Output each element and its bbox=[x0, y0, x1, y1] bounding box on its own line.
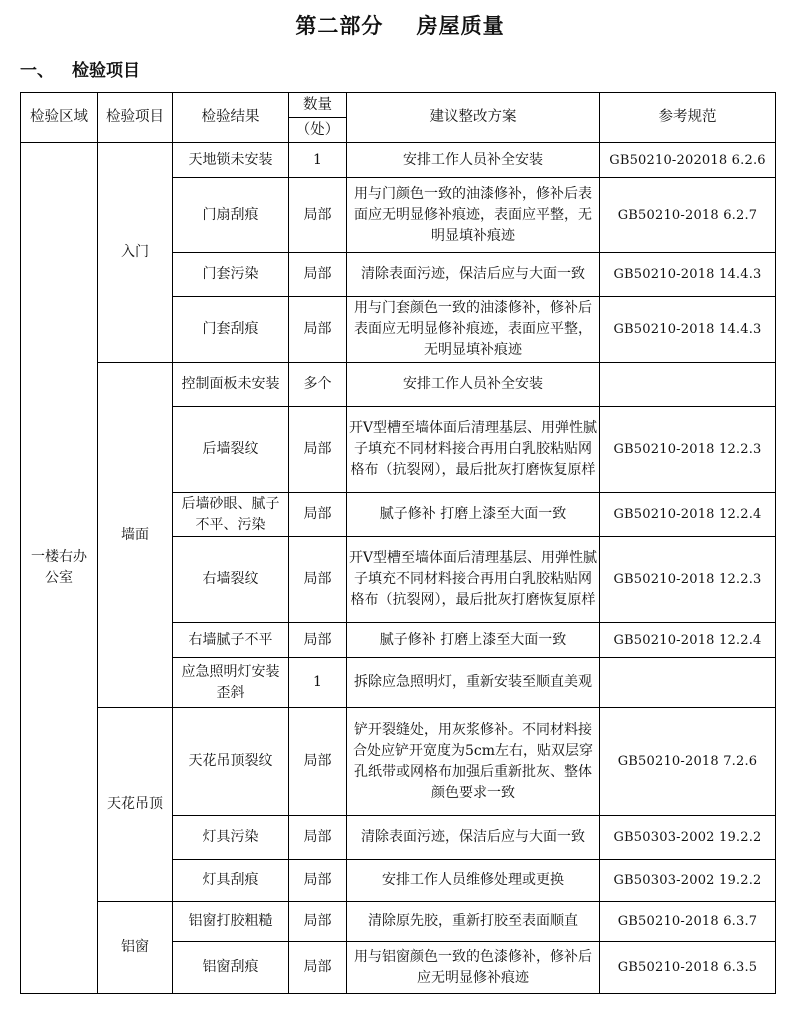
qty-cell: 多个 bbox=[289, 363, 347, 407]
area-cell: 一楼右办公室 bbox=[21, 143, 98, 994]
ref-cell: GB50303-2002 19.2.2 bbox=[600, 860, 776, 902]
qty-cell: 局部 bbox=[289, 860, 347, 902]
qty-cell: 1 bbox=[289, 658, 347, 708]
header-qty: 数量 bbox=[289, 93, 347, 118]
plan-cell: 清除原先胶，重新打胶至表面顺直 bbox=[347, 902, 600, 942]
item-cell: 墙面 bbox=[98, 363, 173, 708]
result-cell: 铝窗刮痕 bbox=[173, 942, 289, 994]
section-number: 一、 bbox=[20, 61, 54, 81]
ref-cell: GB50210-2018 7.2.6 bbox=[600, 708, 776, 816]
table-row bbox=[21, 902, 776, 942]
ref-cell: GB50210-2018 12.2.3 bbox=[600, 537, 776, 623]
qty-cell: 局部 bbox=[289, 493, 347, 537]
result-cell: 后墙砂眼、腻子不平、污染 bbox=[173, 493, 289, 537]
table-row bbox=[21, 143, 776, 178]
item-cell: 铝窗 bbox=[98, 902, 173, 994]
result-cell: 应急照明灯安装歪斜 bbox=[173, 658, 289, 708]
plan-cell: 清除表面污迹，保洁后应与大面一致 bbox=[347, 816, 600, 860]
result-cell: 门套刮痕 bbox=[173, 297, 289, 363]
plan-cell: 开V型槽至墙体面后清理基层、用弹性腻子填充不同材料接合再用白乳胶粘贴网格布（抗裂网），最后批灰打磨恢复原样 bbox=[347, 537, 600, 623]
plan-cell: 安排工作人员补全安装 bbox=[347, 143, 600, 178]
header-qty-unit: （处） bbox=[289, 118, 347, 143]
result-cell: 铝窗打胶粗糙 bbox=[173, 902, 289, 942]
result-cell: 右墙腻子不平 bbox=[173, 623, 289, 658]
plan-cell: 用与门套颜色一致的油漆修补，修补后表面应无明显修补痕迹，表面应平整，无明显填补痕迹 bbox=[347, 297, 600, 363]
ref-cell: GB50210-2018 14.4.3 bbox=[600, 297, 776, 363]
header-row-1 bbox=[21, 93, 776, 118]
ref-cell: GB50210-2018 12.2.4 bbox=[600, 623, 776, 658]
ref-cell: GB50210-2018 6.2.7 bbox=[600, 178, 776, 253]
plan-cell: 清除表面污迹，保洁后应与大面一致 bbox=[347, 253, 600, 297]
section-label: 检验项目 bbox=[72, 61, 140, 81]
plan-cell: 铲开裂缝处，用灰浆修补。不同材料接合处应铲开宽度为5cm左右，贴双层穿孔纸带或网格布加强后重新批灰、整体颜色要求一致 bbox=[347, 708, 600, 816]
table-row bbox=[21, 363, 776, 407]
qty-cell: 局部 bbox=[289, 816, 347, 860]
ref-cell: GB50210-2018 6.3.5 bbox=[600, 942, 776, 994]
plan-cell: 安排工作人员维修处理或更换 bbox=[347, 860, 600, 902]
plan-cell: 安排工作人员补全安装 bbox=[347, 363, 600, 407]
qty-cell: 局部 bbox=[289, 902, 347, 942]
header-plan: 建议整改方案 bbox=[347, 93, 600, 143]
page-title: 第二部分 房屋质量 bbox=[295, 14, 505, 38]
inspection-table bbox=[20, 92, 776, 994]
item-cell: 入门 bbox=[98, 143, 173, 363]
ref-cell: GB50210-2018 12.2.4 bbox=[600, 493, 776, 537]
table-row bbox=[21, 708, 776, 816]
result-cell: 天地锁未安装 bbox=[173, 143, 289, 178]
result-cell: 灯具刮痕 bbox=[173, 860, 289, 902]
qty-cell: 1 bbox=[289, 143, 347, 178]
result-cell: 天花吊顶裂纹 bbox=[173, 708, 289, 816]
header-area: 检验区域 bbox=[21, 93, 98, 143]
qty-cell: 局部 bbox=[289, 942, 347, 994]
qty-cell: 局部 bbox=[289, 253, 347, 297]
ref-cell: GB50303-2002 19.2.2 bbox=[600, 816, 776, 860]
qty-cell: 局部 bbox=[289, 178, 347, 253]
result-cell: 门扇刮痕 bbox=[173, 178, 289, 253]
plan-cell: 用与门颜色一致的油漆修补，修补后表面应无明显修补痕迹，表面应平整，无明显填补痕迹 bbox=[347, 178, 600, 253]
plan-cell: 腻子修补 打磨上漆至大面一致 bbox=[347, 493, 600, 537]
result-cell: 门套污染 bbox=[173, 253, 289, 297]
table-body bbox=[21, 143, 776, 994]
ref-cell: GB50210-2018 12.2.3 bbox=[600, 407, 776, 493]
header-result: 检验结果 bbox=[173, 93, 289, 143]
qty-cell: 局部 bbox=[289, 297, 347, 363]
qty-cell: 局部 bbox=[289, 623, 347, 658]
qty-cell: 局部 bbox=[289, 537, 347, 623]
plan-cell: 腻子修补 打磨上漆至大面一致 bbox=[347, 623, 600, 658]
result-cell: 控制面板未安装 bbox=[173, 363, 289, 407]
qty-cell: 局部 bbox=[289, 407, 347, 493]
ref-cell bbox=[600, 658, 776, 708]
ref-cell bbox=[600, 363, 776, 407]
ref-cell: GB50210-2018 6.3.7 bbox=[600, 902, 776, 942]
ref-cell: GB50210-2018 14.4.3 bbox=[600, 253, 776, 297]
result-cell: 右墙裂纹 bbox=[173, 537, 289, 623]
qty-cell: 局部 bbox=[289, 708, 347, 816]
plan-cell: 用与铝窗颜色一致的色漆修补，修补后应无明显修补痕迹 bbox=[347, 942, 600, 994]
result-cell: 后墙裂纹 bbox=[173, 407, 289, 493]
section-heading bbox=[20, 56, 140, 81]
header-ref: 参考规范 bbox=[600, 93, 776, 143]
ref-cell: GB50210-202018 6.2.6 bbox=[600, 143, 776, 178]
result-cell: 灯具污染 bbox=[173, 816, 289, 860]
item-cell: 天花吊顶 bbox=[98, 708, 173, 902]
header-item: 检验项目 bbox=[98, 93, 173, 143]
plan-cell: 拆除应急照明灯，重新安装至顺直美观 bbox=[347, 658, 600, 708]
plan-cell: 开V型槽至墙体面后清理基层、用弹性腻子填充不同材料接合再用白乳胶粘贴网格布（抗裂网），最后批灰打磨恢复原样 bbox=[347, 407, 600, 493]
